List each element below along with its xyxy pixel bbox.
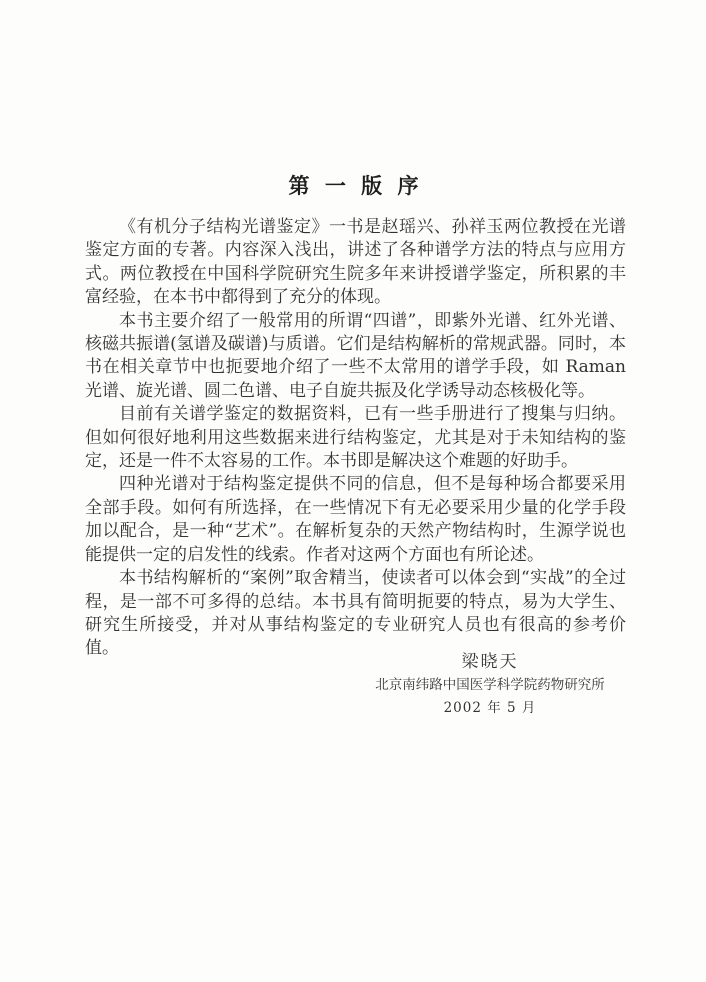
page-title: 第 一 版 序 [288,174,423,198]
signature-block [352,650,628,720]
paragraph-1: 《有机分子结构光谱鉴定》一书是赵瑶兴、孙祥玉两位教授在光谱鉴定方面的专著。内容深入浅出，讲述了各种谱学方法的特点与应用方式。两位教授在中国科学院研究生院多年来讲授谱学鉴定，所积累的丰富经验，在本书中都得到了充分的体现。 [85,217,626,308]
author-name: 梁晓天 [461,652,519,672]
paragraph-4: 四种光谱对于结构鉴定提供不同的信息，但不是每种场合都要采用全部手段。如何有所选择，在一些情况下有无必要采用少量的化学手段加以配合，是一种“艺术”。在解析复杂的天然产物结构时，生源学说也能提供一定的启发性的线索。作者对这两个方面也有所论述。 [85,474,626,565]
author-affiliation: 北京南纬路中国医学科学院药物研究所 [375,677,605,693]
signature-date: 2002 年 5 月 [443,700,537,716]
paragraph-3: 目前有关谱学鉴定的数据资料，已有一些手册进行了搜集与归纳。但如何很好地利用这些数据来进行结构鉴定，尤其是对于未知结构的鉴定，还是一件不太容易的工作。本书即是解决这个难题的好助手。 [85,404,626,472]
paragraph-2: 本书主要介绍了一般常用的所谓“四谱”，即紫外光谱、红外光谱、核磁共振谱(氢谱及碳谱)与质谱。它们是结构解析的常规武器。同时，本书在相关章节中也扼要地介绍了一些不太常用的谱学手段，如 Raman 光谱、旋光谱、圆二色谱、电子自旋共振及化学诱导动态核极化等。 [85,310,626,401]
paragraph-5: 本书结构解析的“案例”取舍精当，使读者可以体会到“实战”的全过程，是一部不可多得的总结。本书具有简明扼要的特点，易为大学生、研究生所接受，并对从事结构鉴定的专业研究人员也有很高的参考价值。 [85,568,626,659]
preface-body [85,216,626,661]
